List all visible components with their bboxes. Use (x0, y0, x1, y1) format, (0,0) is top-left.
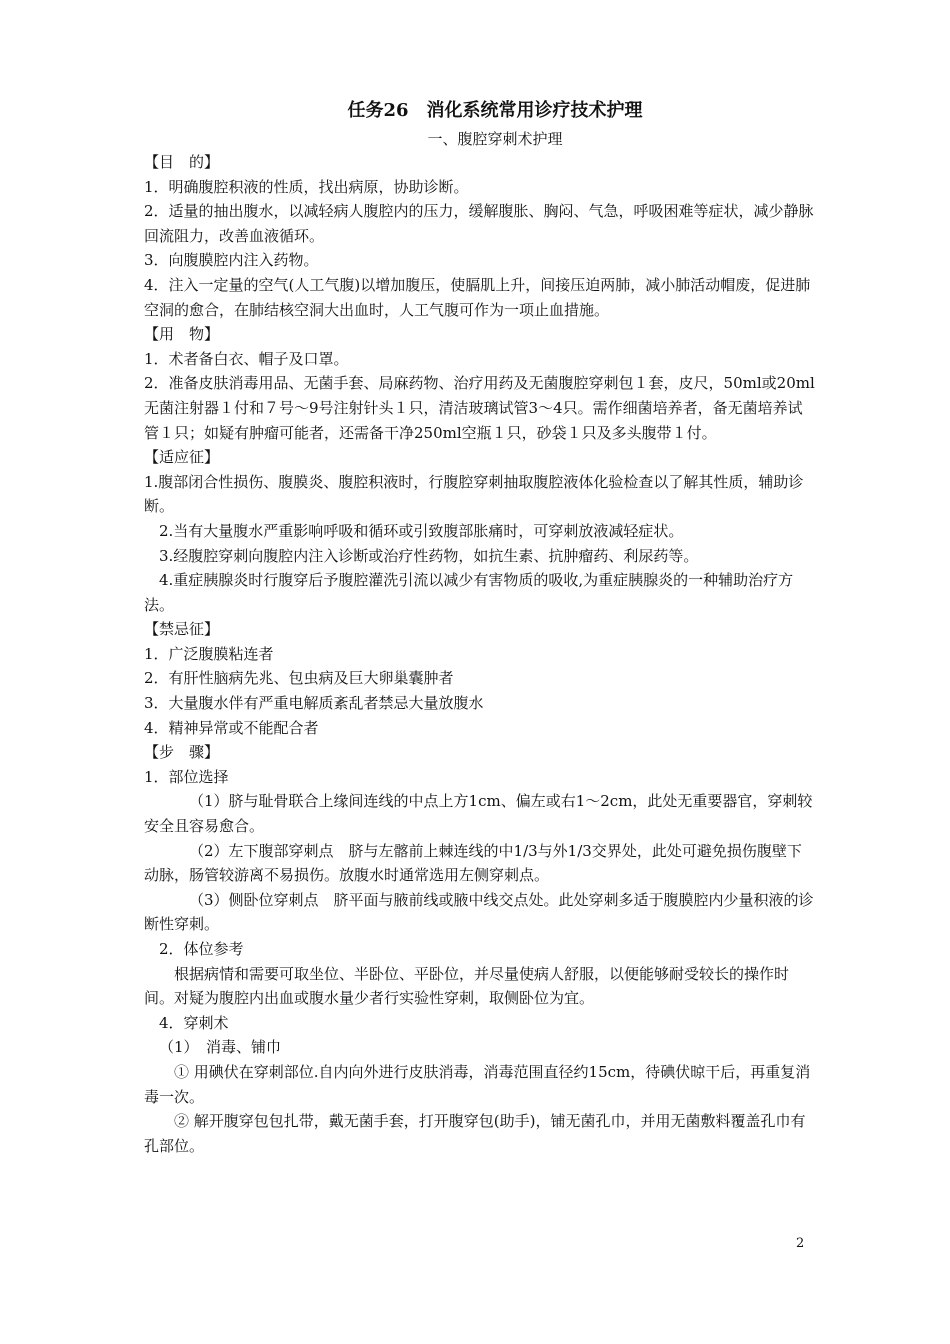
supplies-item: 2．准备皮肤消毒用品、无菌手套、局麻药物、治疗用药及无菌腹腔穿刺包１套，皮尺，50ml或20ml无菌注射器１付和７号～9号注射针头１只，清洁玻璃试管3～4只。需作细菌培养者，备无菌培养试管１只；如疑有肿瘤可能者，还需备干净250ml空瓶１只，砂袋１只及多头腹带１付。 (144, 374, 815, 442)
step-paragraph: 根据病情和需要可取坐位、半卧位、平卧位，并尽量使病人舒服，以便能够耐受较长的操作时间。对疑为腹腔内出血或腹水量少者行实验性穿刺，取侧卧位为宜。 (144, 964, 790, 1008)
purpose-heading: 【目 的】 (144, 153, 220, 171)
indications-item: 3.经腹腔穿刺向腹腔内注入诊断或治疗性药物，如抗生素、抗肿瘤药、利尿药等。 (159, 546, 699, 565)
step-subitem: （2）左下腹部穿刺点 脐与左髂前上棘连线的中1/3与外1/3交界处，此处可避免损伤腹壁下动脉，肠管较游离不易损伤。放腹水时通常选用左侧穿刺点。 (144, 841, 802, 885)
indications-item: 1.腹部闭合性损伤、腹膜炎、腹腔积液时，行腹腔穿刺抽取腹腔液体化验检查以了解其性质，辅助诊断。 (144, 472, 804, 516)
step-item: 1．部位选择 (144, 767, 229, 786)
purpose-item: 4．注入一定量的空气(人工气腹)以增加腹压，使膈肌上升，间接压迫两肺，减小肺活动帽废，促进肺空洞的愈合，在肺结核空洞大出血时，人工气腹可作为一项止血措施。 (144, 275, 811, 319)
step-subitem: （1） 消毒、铺巾 (159, 1038, 282, 1057)
step-item: 4．穿刺术 (159, 1013, 229, 1032)
section-subtitle: 一、腹腔穿刺术护理 (427, 130, 563, 148)
step-subitem: （1）脐与耻骨联合上缘间连线的中点上方1cm、偏左或右1～2cm，此处无重要器官，穿刺较安全且容易愈合。 (144, 792, 813, 836)
contraindications-item: 2．有肝性脑病先兆、包虫病及巨大卵巢囊肿者 (144, 669, 454, 688)
supplies-item: 1．术者备白衣、帽子及口罩。 (144, 349, 349, 368)
page-number: 2 (796, 1236, 805, 1251)
indications-item: 4.重症胰腺炎时行腹穿后予腹腔灌洗引流以减少有害物质的吸收,为重症胰腺炎的一种辅助治疗方法。 (144, 571, 794, 614)
purpose-item: 2．适量的抽出腹水，以减轻病人腹腔内的压力，缓解腹胀、胸闷、气急，呼吸困难等症状，减少静脉回流阻力，改善血液循环。 (144, 202, 814, 245)
contraindications-item: 1．广泛腹膜粘连者 (144, 644, 274, 663)
purpose-item: 1．明确腹腔积液的性质，找出病原，协助诊断。 (144, 177, 469, 196)
step-subitem: ① 用碘伏在穿刺部位.自内向外进行皮肤消毒，消毒范围直径约15cm，待碘伏晾干后，再重复消毒一次。 (144, 1062, 811, 1106)
purpose-item: 3．向腹膜腔内注入药物。 (144, 251, 319, 270)
supplies-heading: 【用 物】 (144, 325, 220, 344)
step-subitem: ② 解开腹穿包包扎带，戴无菌手套，打开腹穿包(助手)，铺无菌孔巾，并用无菌敷料覆盖孔巾有孔部位。 (144, 1112, 806, 1155)
indications-heading: 【适应征】 (144, 448, 220, 467)
page-title: 任务26 消化系统常用诊疗技术护理 (347, 100, 643, 121)
document-body (144, 150, 816, 1158)
contraindications-item: 4．精神异常或不能配合者 (144, 718, 319, 737)
indications-item: 2.当有大量腹水严重影响呼吸和循环或引致腹部胀痛时，可穿刺放液减轻症状。 (159, 521, 684, 540)
step-subitem: （3）侧卧位穿刺点 脐平面与腋前线或腋中线交点处。此处穿刺多适于腹膜腔内少量积液的诊断性穿刺。 (144, 890, 814, 934)
contraindications-heading: 【禁忌征】 (144, 620, 220, 639)
steps-heading: 【步 骤】 (144, 743, 220, 762)
step-item: 2．体位参考 (159, 940, 244, 958)
contraindications-item: 3．大量腹水伴有严重电解质紊乱者禁忌大量放腹水 (144, 694, 484, 713)
